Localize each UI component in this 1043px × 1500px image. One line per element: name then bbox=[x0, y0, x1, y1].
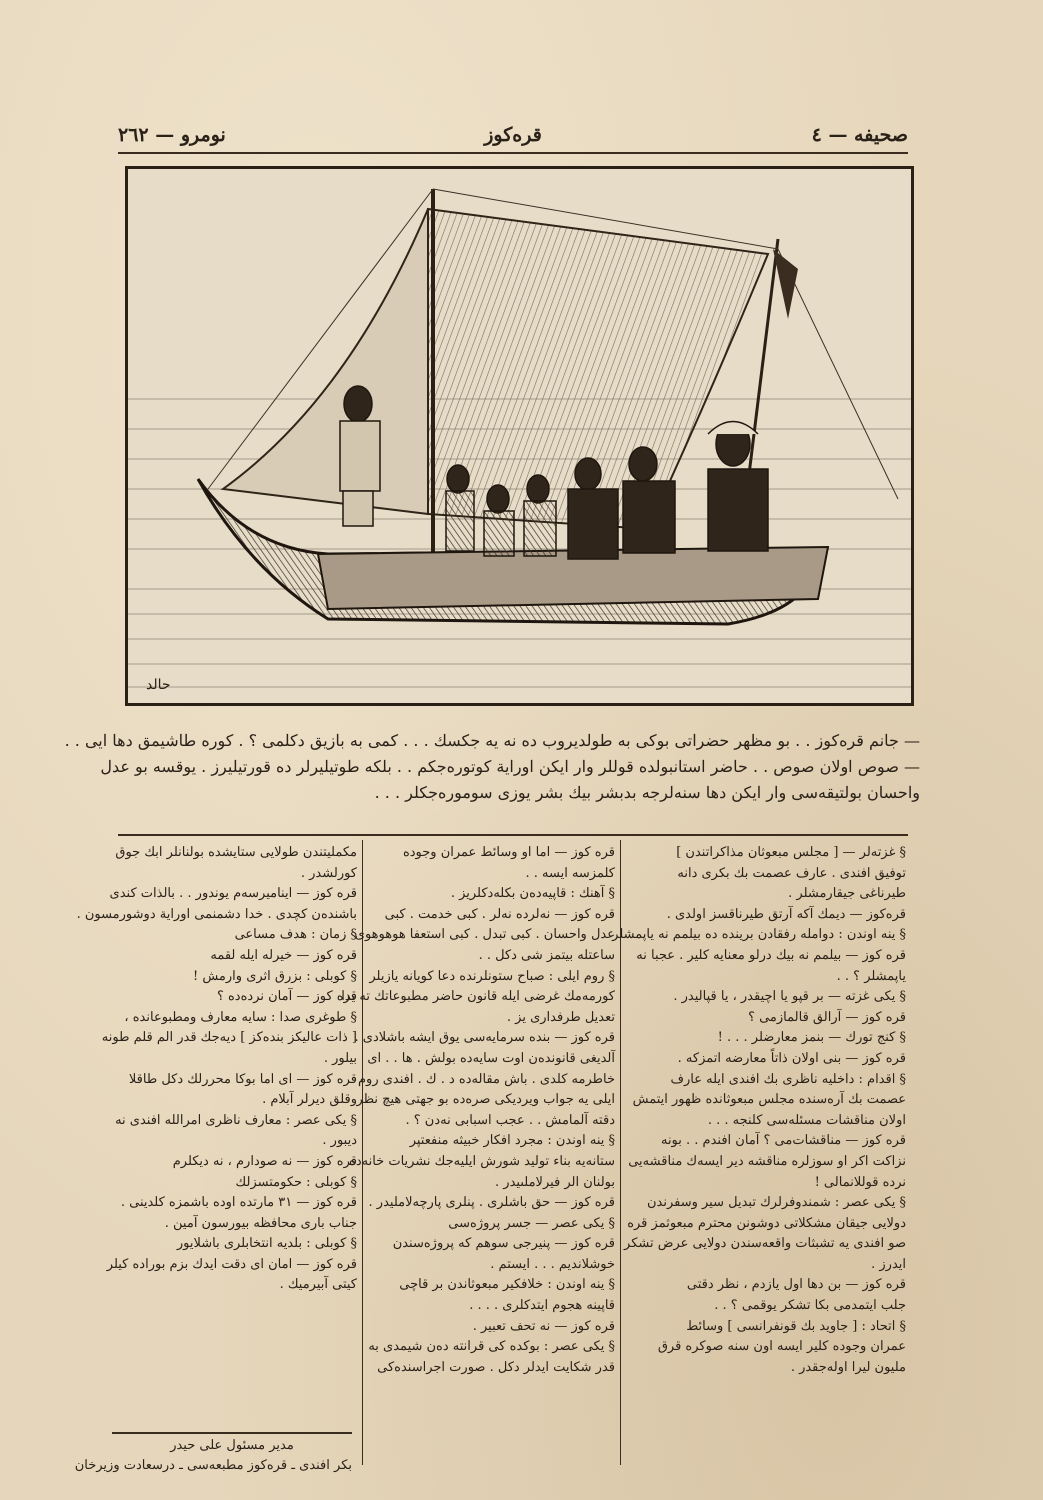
column-line: قره كوز — نه تحف تعبير . bbox=[472, 1318, 615, 1334]
body-top-rule bbox=[118, 834, 908, 836]
foresail bbox=[223, 209, 428, 514]
column-line: § اقدام : داخليه ناظری بك افندی ايله عارف bbox=[670, 1071, 906, 1087]
column-line: عصمت بك آره‌سنده مجلس مبعوثانده ظهور ايتمش bbox=[632, 1092, 906, 1108]
column-line: § غزته‌لر — [ مجلس مبعوثان مذاكراتندن ] bbox=[676, 845, 906, 860]
column-line: قره كوز — آرالق قالمازمی ؟ bbox=[748, 1009, 906, 1025]
column-line: § يكی عصر — جسر پروژه‌سی bbox=[448, 1215, 615, 1231]
column-line: قره‌كوز — ديمك آكه آرتق طيرناقسز اولدی . bbox=[666, 906, 906, 922]
column-line: قره كوز — ايناميرسه‌م يوندور . . بالذات كندی bbox=[109, 886, 357, 902]
column-line: § زمان : هدف مساعی bbox=[234, 927, 357, 943]
column-line: § ينه اوندن : خلافكير مبعوثاندن بر قاچی bbox=[399, 1277, 615, 1293]
column-line: قره كوز — بنی اولان ذاتاً معارضه اتمزكه . bbox=[677, 1050, 906, 1066]
column-line: عدل واحسان . كبی تبدل . كبی استعفا هوهوهوی bbox=[354, 927, 615, 943]
column-line: مليون ليرا اوله‌جقدر . bbox=[790, 1359, 906, 1375]
caption-line: — جانم قره‌كوز . . بو مظهر حضراتی بوكی به طولدیروب ده نه یه جكسك . . . كمی به بازیق دكلمی ؟ . كوره طاشیمق دها ایی . . bbox=[64, 731, 920, 750]
column-line: جلب ايتمدمی بكا تشكر يوقمی ؟ . . bbox=[714, 1298, 906, 1314]
column-line: تعديل طرفداری يز . bbox=[506, 1009, 615, 1025]
column-line: قره كوز — خيرله ايله لقمه bbox=[210, 947, 357, 963]
boat-cartoon-drawing bbox=[128, 169, 911, 703]
column-line: قره كوز — حق باشلری . پنلری پارچه‌لامليدر . bbox=[368, 1195, 615, 1211]
caption-line: واحسان بولتيقه‌سی وار ايكن دها سنه‌لرجه بدبشر بيك بشر يوزی سوموره‌جكلر . . . bbox=[374, 783, 920, 802]
column-line: § كوبلی : حكومتسزلك bbox=[235, 1174, 357, 1190]
caption-line: — صوص اولان صوص . . حاضر استانبولده قوللر وار ایكن اوراية كوتوره‌جكم . . بلكه طوتیلیرلر ده قورتیلیرز . یوقسه بو عدل bbox=[100, 757, 920, 776]
column-line: § آهنك : قاپيه‌ده‌ن بكله‌دكلريز . bbox=[450, 886, 615, 902]
article-column-left bbox=[76, 843, 357, 1296]
artist-signature: حالد bbox=[146, 677, 171, 693]
column-line: قره كوز — نه‌لرده نه‌لر . كبی خدمت . كبی bbox=[384, 906, 615, 922]
column-line: قره كوز — امان ای دقت ايدك بزم بوراده كيلر bbox=[106, 1256, 357, 1272]
column-line: نزاكت اكر او سوزلره مناقشه دير ايسه‌ك مناقشه‌يی bbox=[628, 1153, 906, 1169]
column-line: قدر شكايت ايدلر دكل . صورت اجراسنده‌كی bbox=[377, 1359, 615, 1375]
column-line: § طوغری صدا : سايه معارف ومطبوعانده ، bbox=[124, 1009, 357, 1025]
page-number: صحيفه — ٤ bbox=[811, 124, 908, 146]
column-line: دولايی جيقان مشكلاتی دوشونن محترم مبعوثمز قره bbox=[627, 1215, 906, 1231]
editor-line: مدير مسئول على حيدر bbox=[170, 1438, 294, 1453]
column-line: ايلی يه جواب ويرديكی صره‌ده بو جهتی هيچ نظر bbox=[356, 1092, 615, 1108]
column-line: § كوبلی : بلديه انتخابلری باشلايور bbox=[176, 1236, 357, 1252]
column-line: نرده قوللانمالی ! bbox=[814, 1174, 906, 1190]
column-line: كورمه‌مك غرضی ايله قانون حاضر مطبوعاتك ته يدا bbox=[341, 989, 615, 1005]
header-rule bbox=[118, 152, 908, 154]
column-line: قره كوز — آمان نرده‌ده ؟ bbox=[216, 989, 357, 1005]
column-line: ايدرز . bbox=[871, 1256, 906, 1272]
column-line: § يكی عصر : بوكده كی قرانته ده‌ن شيمدی به bbox=[368, 1339, 615, 1355]
column-line: ديبور . bbox=[322, 1133, 357, 1149]
column-line: قره كوز — اما او وسائط عمران وجوده bbox=[402, 845, 615, 860]
column-line: § يكی عصر : معارف ناظری امرالله افندی نه bbox=[115, 1112, 357, 1128]
column-line: بولنان الر فيرلاملىيدر . bbox=[495, 1174, 615, 1190]
column-line: قره كوز — بنده سرمايه‌سی يوق ايشه باشلادی . bbox=[354, 1030, 615, 1046]
column-line: § يكی عصر : شمندوفرلرك تبديل سير وسفرندن bbox=[646, 1195, 906, 1211]
column-line: قاپينه هجوم ايتدكلری . . . . bbox=[469, 1298, 615, 1314]
column-line: قره كوز — مناقشات‌می ؟ آمان افندم . . بونه bbox=[660, 1133, 906, 1149]
column-line: خوشلانديم . . . ايستم . bbox=[490, 1256, 615, 1272]
column-line: خاطرمه كلدی . باش مقاله‌ده د . ك . افندی روم bbox=[358, 1071, 615, 1087]
column-line: قره كوز — ای اما بوكا محررلك دكل طاقلا bbox=[128, 1071, 357, 1087]
column-line: § كنج تورك — بنمز معارضلر . . . ! bbox=[717, 1030, 906, 1046]
column-line: عمران وجوده كلير ايسه اون سنه صوكره قرق bbox=[657, 1339, 906, 1355]
column-line: كلمزسه ايسه . . bbox=[525, 865, 615, 881]
column-line: آلديغی قانونده‌ن اوت سايه‌ده بولش . ها . . ای bbox=[367, 1050, 615, 1066]
colophon-rule bbox=[112, 1432, 352, 1434]
column-line: § اتحاد : [ جاويد بك قونفرانسی ] وسائط bbox=[686, 1318, 906, 1334]
column-line: § يكی غزته — بر قپو يا اچيقدر ، يا قپالیدر . bbox=[673, 989, 906, 1005]
column-line: قره كوز — بن دها اول يازدم ، نظر دقتی bbox=[686, 1277, 906, 1293]
column-line: اولان مناقشات مسئله‌سی كلنجه . . . bbox=[707, 1112, 906, 1128]
column-line: بيلور . bbox=[323, 1050, 357, 1066]
article-column-right bbox=[612, 843, 906, 1378]
cartoon-illustration bbox=[125, 166, 914, 706]
column-line: صو افندی يه تشبثات واقعه‌سندن دولايی عرض تشكر bbox=[624, 1236, 906, 1252]
column-line: دقته آلمامش . . عجب اسبابی نه‌دن ؟ . bbox=[405, 1112, 615, 1128]
colophon bbox=[74, 1436, 352, 1476]
column-line: توفيق افندی . عارف عصمت بك بكری دانه bbox=[677, 865, 906, 881]
printer-line: بكر افندی ـ قره‌كوز مطبعه‌سی ـ درسعادت وزيرخان bbox=[74, 1458, 352, 1473]
article-column-middle bbox=[341, 843, 615, 1378]
column-line: قره كوز — نه صودارم ، نه ديكلرم bbox=[172, 1153, 357, 1169]
column-line: كورلشدر . bbox=[300, 865, 357, 881]
column-line: قره كوز — بيلمم نه بيك درلو معنايه كلير . عجبا نه bbox=[636, 947, 906, 963]
journal-title: قره‌كوز bbox=[484, 124, 542, 146]
column-line: جناب باری محافظه بيورسون آمين . bbox=[164, 1215, 357, 1231]
column-line: مكمليتندن طولايی ستايشده بولنانلر ابك جوق bbox=[115, 845, 357, 860]
column-line: § ينه اوندن : مجرد افكار خبيثه منفعتپر bbox=[409, 1133, 615, 1149]
column-line: § ينه اوندن : دوامله رفقادن برينده ده بيلمم نه ياپمشلر bbox=[612, 927, 906, 943]
column-line: كيتی آبيرميك . bbox=[279, 1277, 357, 1293]
column-line: [ ذات عاليكز بنده‌كز ] ديه‌جك قدر الم قلم طونه bbox=[101, 1030, 357, 1046]
issue-number: نومرو — ٢٦٢ bbox=[118, 124, 226, 146]
column-line: قره كوز — ٣١ مارتده اوده باشمزه كلدينی . bbox=[120, 1195, 357, 1211]
cartoon-caption bbox=[64, 728, 920, 806]
column-line: ساعتله بيتمز شی دكل . . bbox=[478, 947, 615, 963]
column-line: ياپمشلر ؟ . . bbox=[836, 968, 906, 984]
column-line: قره كوز — پنيرجی سوهم كه پروژه‌سندن bbox=[392, 1236, 615, 1252]
page-header bbox=[118, 118, 908, 156]
column-line: وقلق ديرلر آبلام . bbox=[262, 1092, 357, 1108]
column-line: ستانه‌يه بناء توليد شورش ايليه‌جك نشريات خانه‌ده bbox=[349, 1153, 615, 1169]
column-line: طيرناغی جيقارمشلر . bbox=[788, 886, 906, 902]
column-line: § روم ايلی : صباح ستونلرنده دعا كويانه يازيلر bbox=[369, 968, 615, 984]
column-line: § كوبلی : بزرق اثری وارمش ! bbox=[193, 968, 357, 984]
column-line: باشنده‌ن كچدی . خدا دشمنمی اوراية دوشورمسون . bbox=[76, 906, 357, 922]
